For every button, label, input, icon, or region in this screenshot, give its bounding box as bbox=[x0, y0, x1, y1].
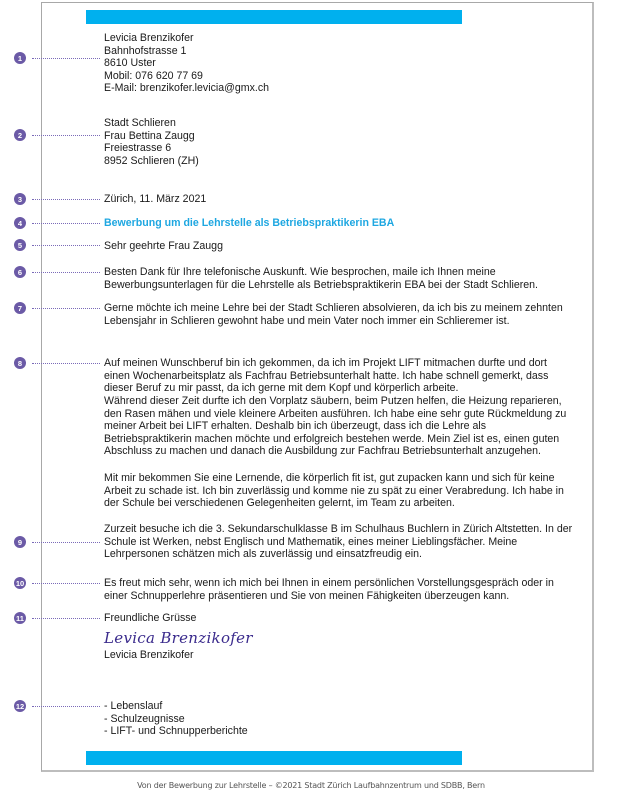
salutation: Sehr geehrte Frau Zaugg bbox=[104, 240, 223, 252]
marker-badge: 9 bbox=[14, 536, 26, 548]
marker-7 bbox=[14, 302, 100, 314]
dotted-leader bbox=[32, 272, 100, 273]
enclosure-item: - Schulzeugnisse bbox=[104, 712, 185, 725]
recipient-city: 8952 Schlieren (ZH) bbox=[104, 154, 199, 167]
dotted-leader bbox=[32, 199, 100, 200]
dotted-leader bbox=[32, 618, 100, 619]
dotted-leader bbox=[32, 308, 100, 309]
recipient-street: Freiestrasse 6 bbox=[104, 142, 172, 155]
marker-badge: 7 bbox=[14, 302, 26, 314]
closing-greeting: Freundliche Grüsse bbox=[104, 612, 197, 624]
paragraph-closing: Es freut mich sehr, wenn ich mich bei Ihnen in einem persönlichen Vorstellungsgespräch oder in einer Schnupperlehre präsentieren und Sie von meinen Fähigkeiten überzeugen kann. bbox=[104, 577, 554, 602]
recipient-address bbox=[104, 117, 574, 167]
marker-6 bbox=[14, 266, 100, 278]
marker-badge: 10 bbox=[15, 578, 25, 588]
marker-badge: 2 bbox=[14, 129, 26, 141]
marker-badge: 3 bbox=[14, 193, 26, 205]
letter-date: Zürich, 11. März 2021 bbox=[104, 193, 207, 205]
marker-10 bbox=[14, 577, 100, 589]
marker-badge: 4 bbox=[14, 217, 26, 229]
dotted-leader bbox=[32, 135, 100, 136]
dotted-leader bbox=[32, 583, 100, 584]
dotted-leader bbox=[32, 58, 100, 59]
top-accent-bar bbox=[86, 10, 462, 24]
enclosure-item: - LIFT- und Schnupperberichte bbox=[104, 725, 248, 738]
enclosures-list bbox=[104, 700, 574, 738]
letter-subject: Bewerbung um die Lehrstelle als Betriebspraktikerin EBA bbox=[104, 217, 395, 229]
marker-2 bbox=[14, 129, 100, 141]
dotted-leader bbox=[32, 223, 100, 224]
signature-name: Levicia Brenzikofer bbox=[104, 649, 194, 661]
sender-city: 8610 Uster bbox=[104, 57, 156, 70]
enclosure-item: - Lebenslauf bbox=[104, 700, 163, 712]
paragraph-career-choice: Auf meinen Wunschberuf bin ich gekommen, da ich im Projekt LIFT mitmachen durfte und dort einen Wochenarbeitsplatz als Fachfrau Betriebsunterhalt hatte. Ich habe schnell gemerkt, dass dieser Beruf zu mir passt, da ich gerne mit dem Kopf und körperlich arbeite. bbox=[104, 357, 549, 395]
paragraph-motivation: Gerne möchte ich meine Lehre bei der Stadt Schlieren absolvieren, da ich bis zu meinem zehnten Lebensjahr in Schlieren gewohnt habe und mein Vater noch immer ein Schlieremer ist. bbox=[104, 302, 563, 327]
dotted-leader bbox=[32, 706, 100, 707]
dotted-leader bbox=[32, 542, 100, 543]
marker-badge: 11 bbox=[14, 612, 26, 624]
bottom-accent-bar bbox=[86, 751, 462, 765]
dotted-leader bbox=[32, 245, 100, 246]
page-footer: Von der Bewerbung zur Lehrstelle – ©2021 Stadt Zürich Laufbahnzentrum und SDBB, Bern bbox=[137, 781, 485, 790]
paragraph-thanks: Besten Dank für Ihre telefonische Auskunft. Wie besprochen, maile ich Ihnen meine Bewerbungsunterlagen für die Lehrstelle als Betriebspraktikerin EBA bei der Stadt Schlieren. bbox=[104, 266, 539, 291]
marker-badge: 1 bbox=[14, 52, 26, 64]
marker-9 bbox=[14, 536, 100, 548]
sender-email: E-Mail: brenzikofer.levicia@gmx.ch bbox=[104, 82, 270, 95]
marker-1 bbox=[14, 52, 100, 64]
paragraph-qualities: Mit mir bekommen Sie eine Lernende, die körperlich fit ist, gut zupacken kann und sich für keine Arbeit zu schade ist. Ich bin zuverlässig und komme nie zu spät zu einer Verabredung. Ich habe in der Schule bei verschiedenen Gelegenheiten gelernt, im Team zu arbeiten. bbox=[104, 472, 564, 510]
marker-badge: 8 bbox=[14, 357, 26, 369]
paragraph-experience: Während dieser Zeit durfte ich den Vorplatz säubern, beim Putzen helfen, die Heizung reparieren, den Rasen mähen und viele kleinere Arbeiten ausführen. Ich habe eine sehr gute Rückmeldung zu meiner Arbeit bei LIFT erhalten. Deshalb bin ich überzeugt, dass ich die Lehre als Betriebspraktikerin machen möchte und erfolgreich bestehen werde. Mein Ziel ist es, einen guten Abschluss zu machen und danach die Ausbildung zur Fachfrau Betriebsunterhalt anzugehen. bbox=[104, 395, 567, 458]
marker-11 bbox=[14, 612, 100, 624]
marker-5 bbox=[14, 239, 100, 251]
handwritten-signature: Levica Brenzikofer bbox=[104, 629, 253, 647]
marker-3 bbox=[14, 193, 100, 205]
paragraph-school: Zurzeit besuche ich die 3. Sekundarschulklasse B im Schulhaus Buchlern in Zürich Altstetten. In der Schule ist Werken, nebst Englisch und Mathematik, eines meiner Lieblingsfächer. Meine Lehrpersonen schätzen mich als zuverlässig und einsatzfreudig ein. bbox=[104, 523, 573, 561]
marker-badge: 5 bbox=[14, 239, 26, 251]
marker-8 bbox=[14, 357, 100, 369]
sender-phone: Mobil: 076 620 77 69 bbox=[104, 69, 203, 82]
marker-badge: 12 bbox=[15, 701, 25, 711]
dotted-leader bbox=[32, 363, 100, 364]
marker-12 bbox=[14, 700, 100, 712]
sender-name: Levicia Brenzikofer bbox=[104, 32, 194, 44]
sender-address bbox=[104, 32, 574, 95]
sender-street: Bahnhofstrasse 1 bbox=[104, 44, 187, 57]
recipient-person: Frau Bettina Zaugg bbox=[104, 129, 195, 142]
marker-badge: 6 bbox=[14, 266, 26, 278]
marker-4 bbox=[14, 217, 100, 229]
recipient-org: Stadt Schlieren bbox=[104, 117, 176, 129]
